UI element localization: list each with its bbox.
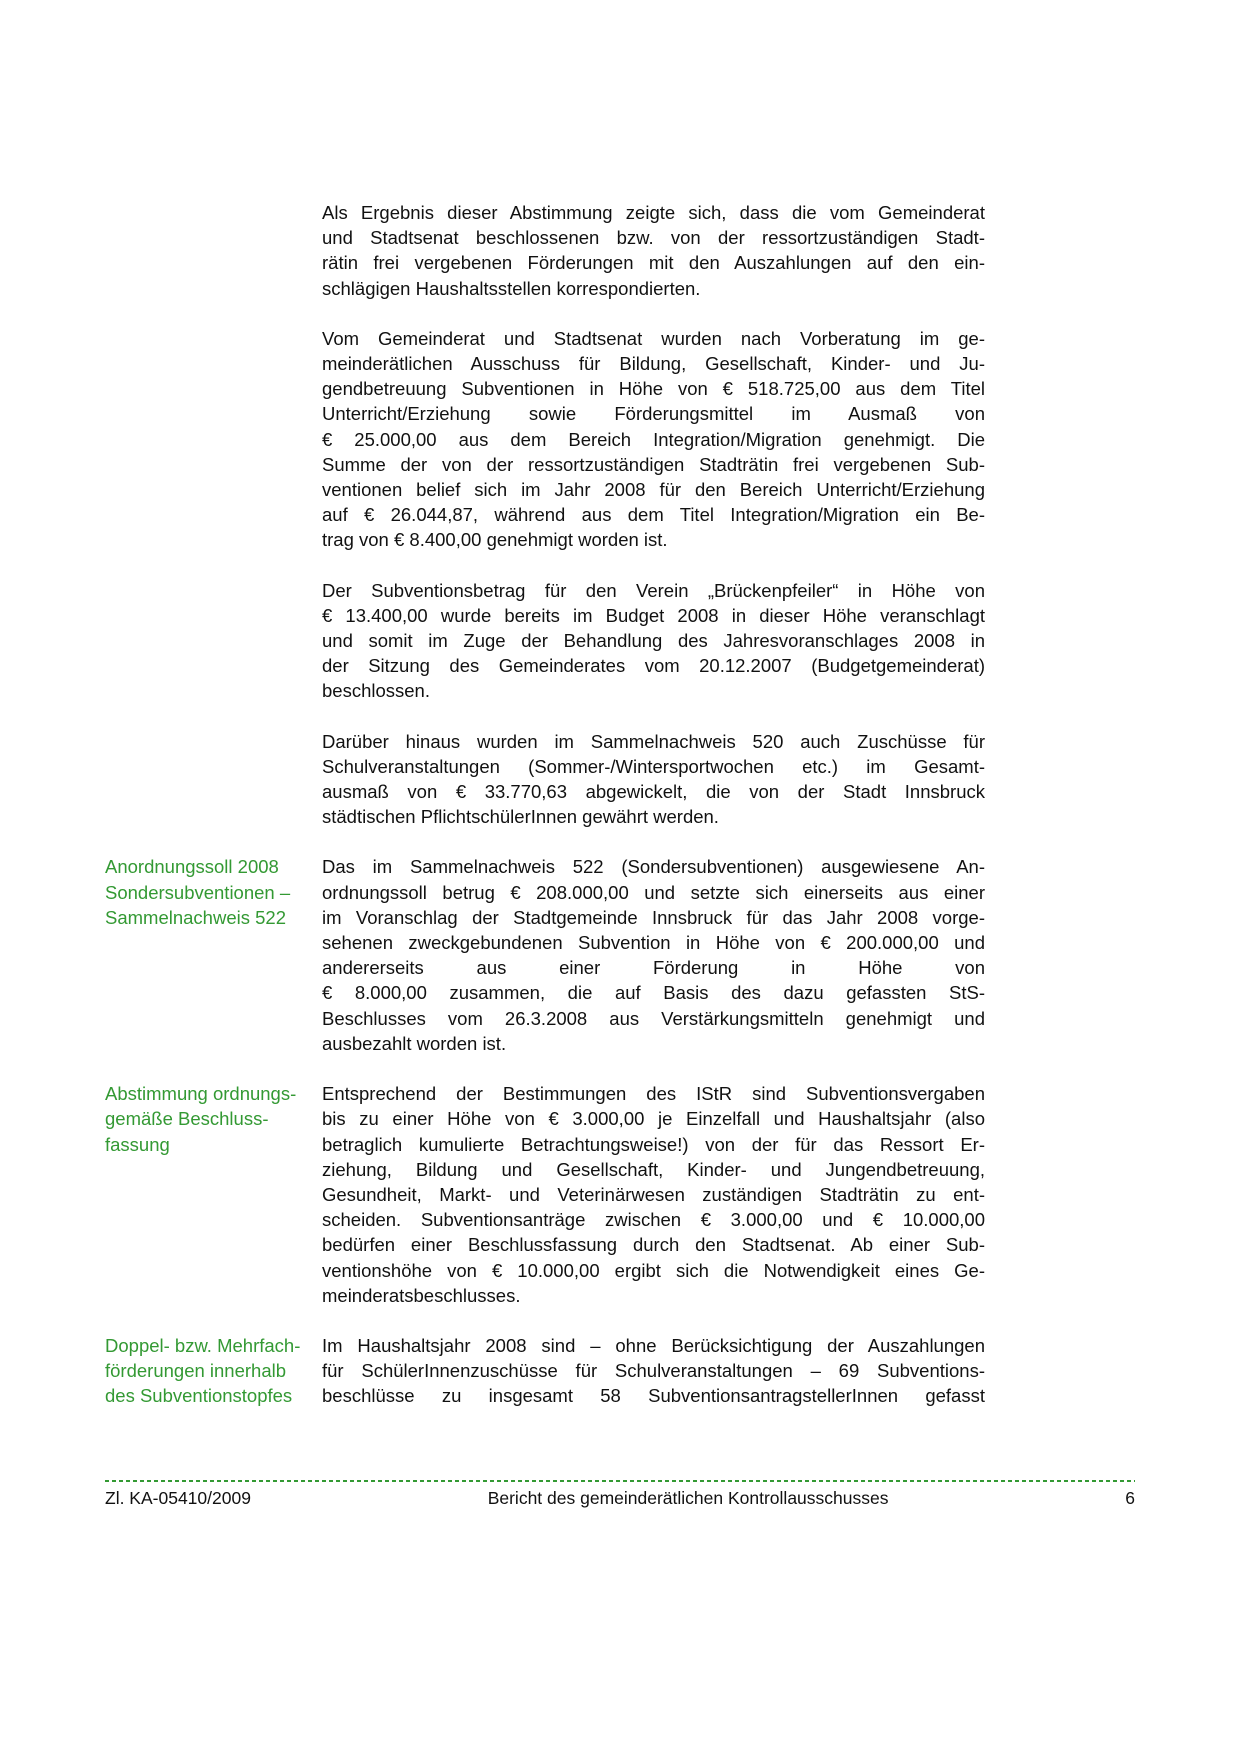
- text-line: beschlüsse zu insgesamt 58 SubventionsantragstellerInnen gefasst: [322, 1385, 985, 1407]
- text-line: schlägigen Haushaltsstellen korrespondierten.: [322, 277, 701, 299]
- text-line: Das im Sammelnachweis 522 (Sondersubventionen) ausgewiesene An-: [322, 856, 985, 878]
- margin-label-line: des Subventionstopfes: [105, 1385, 293, 1407]
- margin-label-line: Sammelnachweis 522: [105, 906, 286, 928]
- text-line: Entsprechend der Bestimmungen des IStR sind Subventionsvergaben: [322, 1083, 985, 1105]
- text-line: andererseits aus einer Förderung in Höhe von: [322, 957, 985, 979]
- text-line: Summe der von der ressortzuständigen Stadträtin frei vergebenen Sub-: [322, 453, 985, 475]
- footer-document-number: Zl. KA-05410/2009: [105, 1488, 251, 1508]
- section: [105, 854, 1135, 1056]
- text-line: Im Haushaltsjahr 2008 sind – ohne Berücksichtigung der Auszahlungen: [322, 1334, 985, 1356]
- section: [105, 200, 1135, 301]
- text-line: ordnungssoll betrug € 208.000,00 und setzte sich einerseits aus einer: [322, 881, 985, 903]
- text-line: ausbezahlt worden ist.: [322, 1032, 507, 1054]
- text-line: trag von € 8.400,00 genehmigt worden ist.: [322, 529, 668, 551]
- text-line: Vom Gemeinderat und Stadtsenat wurden nach Vorberatung im ge-: [322, 327, 985, 349]
- section: [105, 326, 1135, 553]
- document-body: [105, 200, 1135, 1434]
- paragraph: [322, 326, 985, 553]
- text-line: Schulveranstaltungen (Sommer-/Wintersportwochen etc.) im Gesamt-: [322, 755, 985, 777]
- text-line: bis zu einer Höhe von € 3.000,00 je Einzelfall und Haushaltsjahr (also: [322, 1108, 985, 1130]
- section: [105, 1081, 1135, 1308]
- margin-label-line: Sondersubventionen –: [105, 881, 291, 903]
- footer-text-row: [105, 1488, 1135, 1509]
- margin-label-line: Doppel- bzw. Mehrfach-: [105, 1334, 301, 1356]
- text-line: scheiden. Subventionsanträge zwischen € 3.000,00 und € 10.000,00: [322, 1209, 985, 1231]
- footer-divider: [105, 1480, 1135, 1482]
- margin-label-line: gemäße Beschluss-: [105, 1108, 269, 1130]
- section: [105, 729, 1135, 830]
- page-footer: [105, 1480, 1135, 1509]
- text-line: € 25.000,00 aus dem Bereich Integration/Migration genehmigt. Die: [322, 428, 985, 450]
- footer-report-title: Bericht des gemeinderätlichen Kontrollausschusses: [487, 1488, 889, 1508]
- text-line: ventionen belief sich im Jahr 2008 für den Bereich Unterricht/Erziehung: [322, 479, 985, 501]
- margin-label-line: Abstimmung ordnungs-: [105, 1083, 297, 1105]
- text-line: rätin frei vergebenen Förderungen mit den Auszahlungen auf den ein-: [322, 252, 985, 274]
- text-line: € 8.000,00 zusammen, die auf Basis des dazu gefassten StS-: [322, 982, 985, 1004]
- paragraph: [322, 729, 985, 830]
- text-line: ziehung, Bildung und Gesellschaft, Kinder- und Jungendbetreuung,: [322, 1158, 985, 1180]
- paragraph: [322, 578, 985, 704]
- text-line: meinderatsbeschlusses.: [322, 1284, 521, 1306]
- text-line: im Voranschlag der Stadtgemeinde Innsbruck für das Jahr 2008 vorge-: [322, 906, 985, 928]
- text-line: städtischen PflichtschülerInnen gewährt werden.: [322, 806, 719, 828]
- text-line: ausmaß von € 33.770,63 abgewickelt, die von der Stadt Innsbruck: [322, 781, 985, 803]
- text-line: und somit im Zuge der Behandlung des Jahresvoranschlages 2008 in: [322, 630, 985, 652]
- text-line: meinderätlichen Ausschuss für Bildung, Gesellschaft, Kinder- und Ju-: [322, 353, 985, 375]
- margin-label-line: fassung: [105, 1133, 170, 1155]
- text-line: Beschlusses vom 26.3.2008 aus Verstärkungsmitteln genehmigt und: [322, 1007, 985, 1029]
- text-line: Unterricht/Erziehung sowie Förderungsmittel im Ausmaß von: [322, 403, 985, 425]
- paragraph: [322, 1333, 985, 1409]
- text-line: gendbetreuung Subventionen in Höhe von € 518.725,00 aus dem Titel: [322, 378, 985, 400]
- paragraph: [322, 200, 985, 301]
- text-line: Darüber hinaus wurden im Sammelnachweis 520 auch Zuschüsse für: [322, 730, 985, 752]
- margin-label-line: Anordnungssoll 2008: [105, 856, 279, 878]
- text-line: und Stadtsenat beschlossenen bzw. von der ressortzuständigen Stadt-: [322, 227, 985, 249]
- text-line: der Sitzung des Gemeinderates vom 20.12.2007 (Budgetgemeinderat): [322, 655, 985, 677]
- text-line: betraglich kumulierte Betrachtungsweise!) von der für das Ressort Er-: [322, 1133, 985, 1155]
- text-line: bedürfen einer Beschlussfassung durch den Stadtsenat. Ab einer Sub-: [322, 1234, 985, 1256]
- text-line: beschlossen.: [322, 680, 430, 702]
- margin-label: [105, 854, 322, 930]
- text-line: sehenen zweckgebundenen Subvention in Höhe von € 200.000,00 und: [322, 932, 985, 954]
- margin-label: [105, 1333, 322, 1409]
- paragraph: [322, 854, 985, 1056]
- section: [105, 1333, 1135, 1409]
- text-line: Der Subventionsbetrag für den Verein „Brückenpfeiler“ in Höhe von: [322, 579, 985, 601]
- margin-label-line: förderungen innerhalb: [105, 1360, 287, 1382]
- section: [105, 578, 1135, 704]
- text-line: ventionshöhe von € 10.000,00 ergibt sich die Notwendigkeit eines Ge-: [322, 1259, 985, 1281]
- margin-label: [105, 1081, 322, 1157]
- text-line: Als Ergebnis dieser Abstimmung zeigte sich, dass die vom Gemeinderat: [322, 202, 985, 223]
- text-line: Gesundheit, Markt- und Veterinärwesen zuständigen Stadträtin zu ent-: [322, 1183, 985, 1205]
- text-line: auf € 26.044,87, während aus dem Titel Integration/Migration ein Be-: [322, 504, 985, 526]
- paragraph: [322, 1081, 985, 1308]
- text-line: für SchülerInnenzuschüsse für Schulveranstaltungen – 69 Subventions-: [322, 1360, 985, 1382]
- text-line: € 13.400,00 wurde bereits im Budget 2008 in dieser Höhe veranschlagt: [322, 604, 985, 626]
- footer-page-number: 6: [1125, 1488, 1135, 1508]
